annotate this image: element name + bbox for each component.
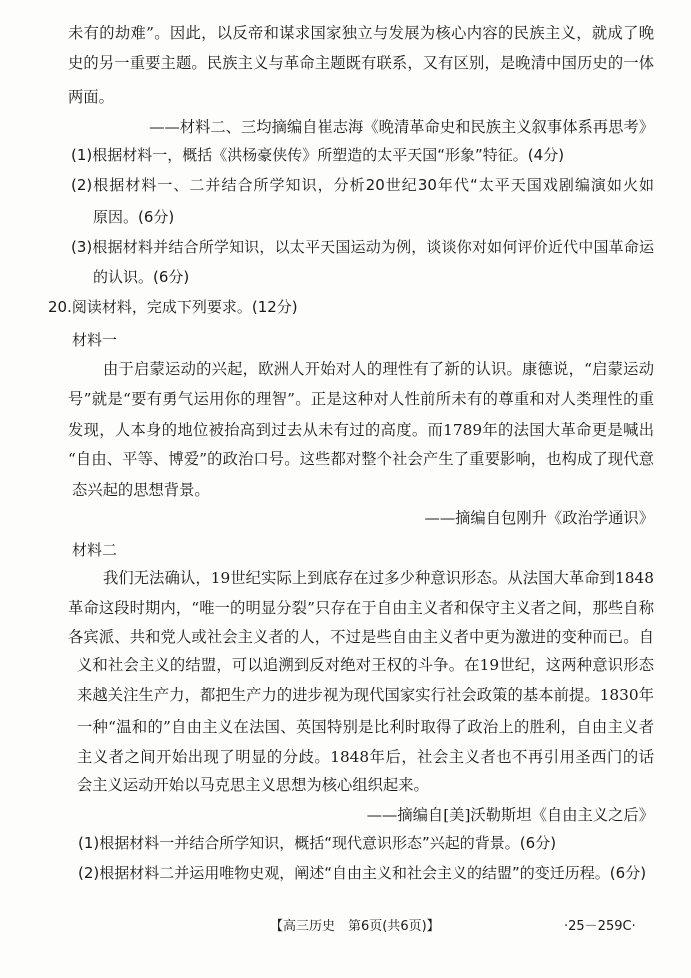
material2-line: 我们无法确认，19世纪实际上到底存在过多少种意识形态。从法国大革命到1848: [103, 569, 654, 587]
material2-line: 革命这段时期内，“唯一的明显分裂”只存在于自由主义者和保守主义者之间，那些自称: [68, 599, 654, 617]
material2-line: 各宾派、共和党人或社会主义者的人，不过是些自由主义者中更为激进的变种而已。自: [68, 628, 654, 646]
q19-question-3-cont: 的认识。(6分): [93, 268, 190, 286]
q19-question-2: (2)根据材料一、二并结合所学知识，分析20世纪30年代“太平天国戏剧编演如火如: [71, 176, 654, 194]
material2-line: 一种“温和的”自由主义在法国、英国特别是比利时取得了政治上的胜利，自由主义者: [77, 718, 654, 736]
material1-line: 由于启蒙运动的兴起，欧洲人开始对人的理性有了新的认识。康德说，“启蒙运动: [103, 360, 654, 378]
q19-question-1: (1)根据材料一，概括《洪杨豪侠传》所塑造的太平天国“形象”特征。(4分): [71, 146, 565, 164]
footer-page-label: 【高三历史 第6页(共6页)】: [270, 919, 440, 934]
material2-title: 材料二: [72, 541, 118, 559]
material1-source: ——摘编自包刚升《政治学通识》: [424, 509, 654, 527]
material1-line: 号”就是“要有勇气运用你的理智”。正是这种对人性前所未有的尊重和对人类理性的重: [68, 390, 654, 408]
material2-line: 主义者之间开始出现了明显的分歧。1848年后，社会主义者也不再引用圣西门的话: [77, 748, 654, 766]
q19-material-line: 两面。: [68, 88, 114, 106]
q19-material-line: 未有的劫难”。因此，以反帝和谋求国家独立与发展为核心内容的民族主义，就成了晚: [68, 24, 654, 42]
material2-line: 来越关注生产力，都把生产力的进步视为现代国家实行社会政策的基本前提。1830年: [77, 686, 654, 704]
material1-line: “自由、平等、博爱”的政治口号。这些都对整个社会产生了重要影响，也构成了现代意: [68, 450, 654, 468]
q20-heading: 20.阅读材料，完成下列要求。(12分): [48, 298, 298, 316]
q19-question-3: (3)根据材料并结合所学知识，以太平天国运动为例，谈谈你对如何评价近代中国革命运: [71, 238, 654, 256]
q19-question-2-cont: 原因。(6分): [93, 208, 175, 226]
material2-line: 义和社会主义的结盟，可以追溯到反对绝对王权的斗争。在19世纪，这两种意识形态: [77, 656, 654, 674]
material1-line: 态兴起的思想背景。: [72, 481, 210, 499]
q19-source: ——材料二、三均摘编自崔志海《晚清革命史和民族主义叙事体系再思考》: [149, 118, 654, 136]
footer-code: ·25－259C·: [564, 919, 636, 934]
material1-title: 材料一: [72, 331, 118, 349]
material1-line: 发现，人本身的地位被抬高到过去从未有过的高度。而1789年的法国大革命更是喊出: [68, 421, 654, 439]
material2-source: ——摘编自[美]沃勒斯坦《自由主义之后》: [366, 806, 654, 824]
q20-question-1: (1)根据材料一并结合所学知识，概括“现代意识形态”兴起的背景。(6分): [78, 834, 557, 852]
q20-question-2: (2)根据材料二并运用唯物史观，阐述“自由主义和社会主义的结盟”的变迁历程。(6分): [78, 864, 647, 882]
material2-line: 会主义运动开始以马克思主义思想为核心组织起来。: [77, 776, 429, 794]
q19-material-line: 史的另一重要主题。民族主义与革命主题既有联系，又有区别，是晚清中国历史的一体: [68, 54, 654, 72]
